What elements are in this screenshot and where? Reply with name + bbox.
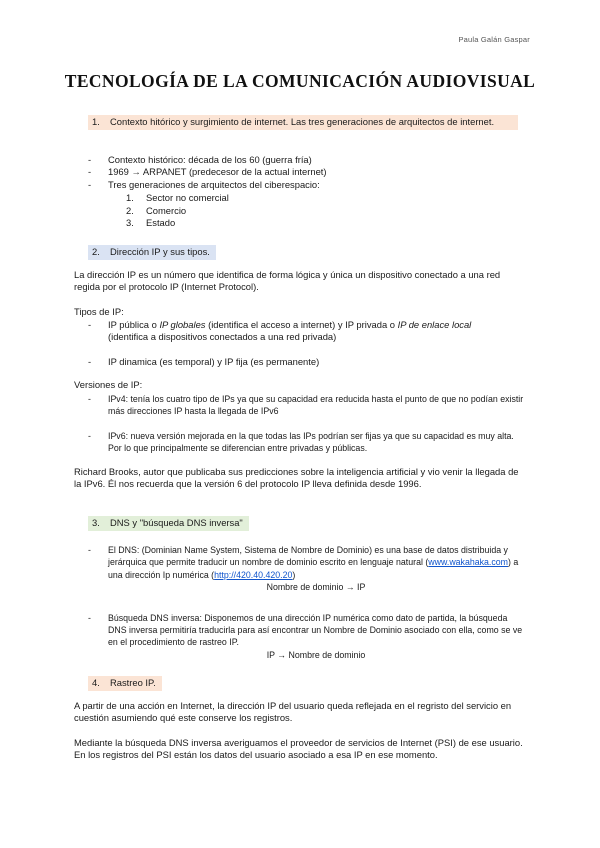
ip-intro-paragraph: La dirección IP es un número que identifica de forma lógica y única un dispositivo conectado a una red regida por el protocolo IP (Internet Protocol). [74,269,501,293]
list-item [88,544,524,594]
sub-list-item [126,205,528,217]
author-name: Paula Galán Gaspar [458,35,530,44]
dns-list [88,544,524,661]
tracking-paragraph-1: A partir de una acción en Internet, la dirección IP del usuario queda reflejada en el regristo del servicio en cuestión asumiendo qué este conserve los registros. [74,700,512,724]
list-item [88,319,524,344]
bullet-dash: - [88,178,92,190]
ip-types-list [88,319,524,368]
section-number: 2. [92,246,100,257]
list-item-text: 1969 → ARPANET (predecesor de la actual internet) [108,166,327,178]
section-4-heading [88,676,162,691]
sub-list-number: 2. [126,204,134,216]
sub-list [88,192,528,229]
section-number: 1. [92,116,100,127]
list-item-text: Contexto histórico: década de los 60 (guerra fría) [108,154,312,165]
bullet-dash: - [88,319,92,330]
section-1-list [88,154,528,229]
reverse-dns-text: Búsqueda DNS inversa: Disponemos de una dirección IP numérica como dato de partida, la búsqueda DNS inversa permitiría traducirla para así encontrar un Nombre de Dominio asociado con ella, como se ve en el procedimiento de rastreo IP. [108,612,523,648]
sub-list-text: Estado [146,217,176,229]
section-number: 3. [92,517,100,528]
ip-versions-label: Versiones de IP: [74,379,143,390]
brooks-paragraph: Richard Brooks, autor que publicaba sus predicciones sobre la inteligencia artificial y vio venir la llegada de la IPv6. Él nos recuerda que la versión 6 del protocolo IP lleva definida desde 1996. [74,466,519,490]
bullet-dash: - [88,154,92,165]
list-item [88,430,524,455]
sub-list-text: Comercio [146,204,187,216]
bullet-dash: - [88,166,92,178]
ip-link[interactable]: http://420.40.420.20 [214,569,293,580]
sub-list-text: Sector no comercial [146,192,229,204]
ip-types-label: Tipos de IP: [74,306,124,317]
section-3-heading [88,516,249,531]
reverse-dns-formula: IP → Nombre de dominio [266,649,366,660]
dns-text: ) a una dirección Ip numérica ( [108,557,519,580]
list-item [88,356,524,368]
ip-type-text: (identifica el acceso a internet) y IP privada o [205,319,398,330]
dns-formula: Nombre de dominio → IP [266,582,366,593]
section-title: Rastreo IP. [110,677,156,688]
list-item-text: Tres generaciones de arquitectos del ciberespacio: [108,178,320,190]
sub-list-item [126,217,528,229]
bullet-dash: - [88,545,91,555]
ip-type-text: IP pública o [108,319,160,330]
list-item-text: IP dinamica (es temporal) y IP fija (es permanente) [108,355,320,367]
list-item-text: IPv6: nueva versión mejorada en la que todas las IPs podrían ser fijas ya que su capacidad es muy alta. Por lo que principalmente se diferencian entre privadas y públicas. [108,430,514,454]
section-number: 4. [92,677,100,688]
dns-text: ) [292,569,296,580]
bullet-dash: - [88,430,91,441]
section-title: Contexto hitórico y surgimiento de internet. Las tres generaciones de arquitectos de internet. [110,116,495,127]
section-title: DNS y "búsqueda DNS inversa" [110,517,243,528]
page-title: TECNOLOGÍA DE LA COMUNICACIÓN AUDIOVISUAL [64,71,536,91]
ip-type-note: (identifica a dispositivos conectados a una red privada) [108,331,337,343]
domain-link[interactable]: www.wakahaka.com [428,557,508,568]
tracking-paragraph-2: Mediante la búsqueda DNS inversa averiguamos el proveedor de servicios de Internet (PSI) de ese usuario. En los registros del PSI están los datos del usuario asociado a esa IP en ese momento. [74,737,523,761]
list-item [88,612,524,662]
ip-versions-list [88,393,524,455]
section-title: Dirección IP y sus tipos. [110,246,210,257]
bullet-dash: - [88,355,92,367]
ip-type-italic: IP globales [159,319,206,330]
bullet-dash: - [88,612,91,623]
list-item [88,154,528,166]
ip-type-italic: IP de enlace local [397,319,472,330]
list-item [88,179,528,191]
sub-list-number: 3. [126,217,134,229]
dns-text: El DNS: (Dominian Name System, Sistema de Nombre de Dominio) es una base de datos distribuida y jerárquica que permite traducir un nombre de dominio escrito en lenguaje natural ( [108,545,508,568]
section-1-heading [88,115,518,130]
bullet-dash: - [88,394,91,404]
list-item [88,393,524,418]
sub-list-item [126,192,528,204]
list-item-text: IPv4: tenía los cuatro tipo de IPs ya que su capacidad era reducida hasta el punto de que no podían existir más direcciones IP hasta la llegada de IPv6 [108,394,524,417]
list-item [88,166,528,178]
section-2-heading [88,245,216,260]
sub-list-number: 1. [126,192,134,204]
